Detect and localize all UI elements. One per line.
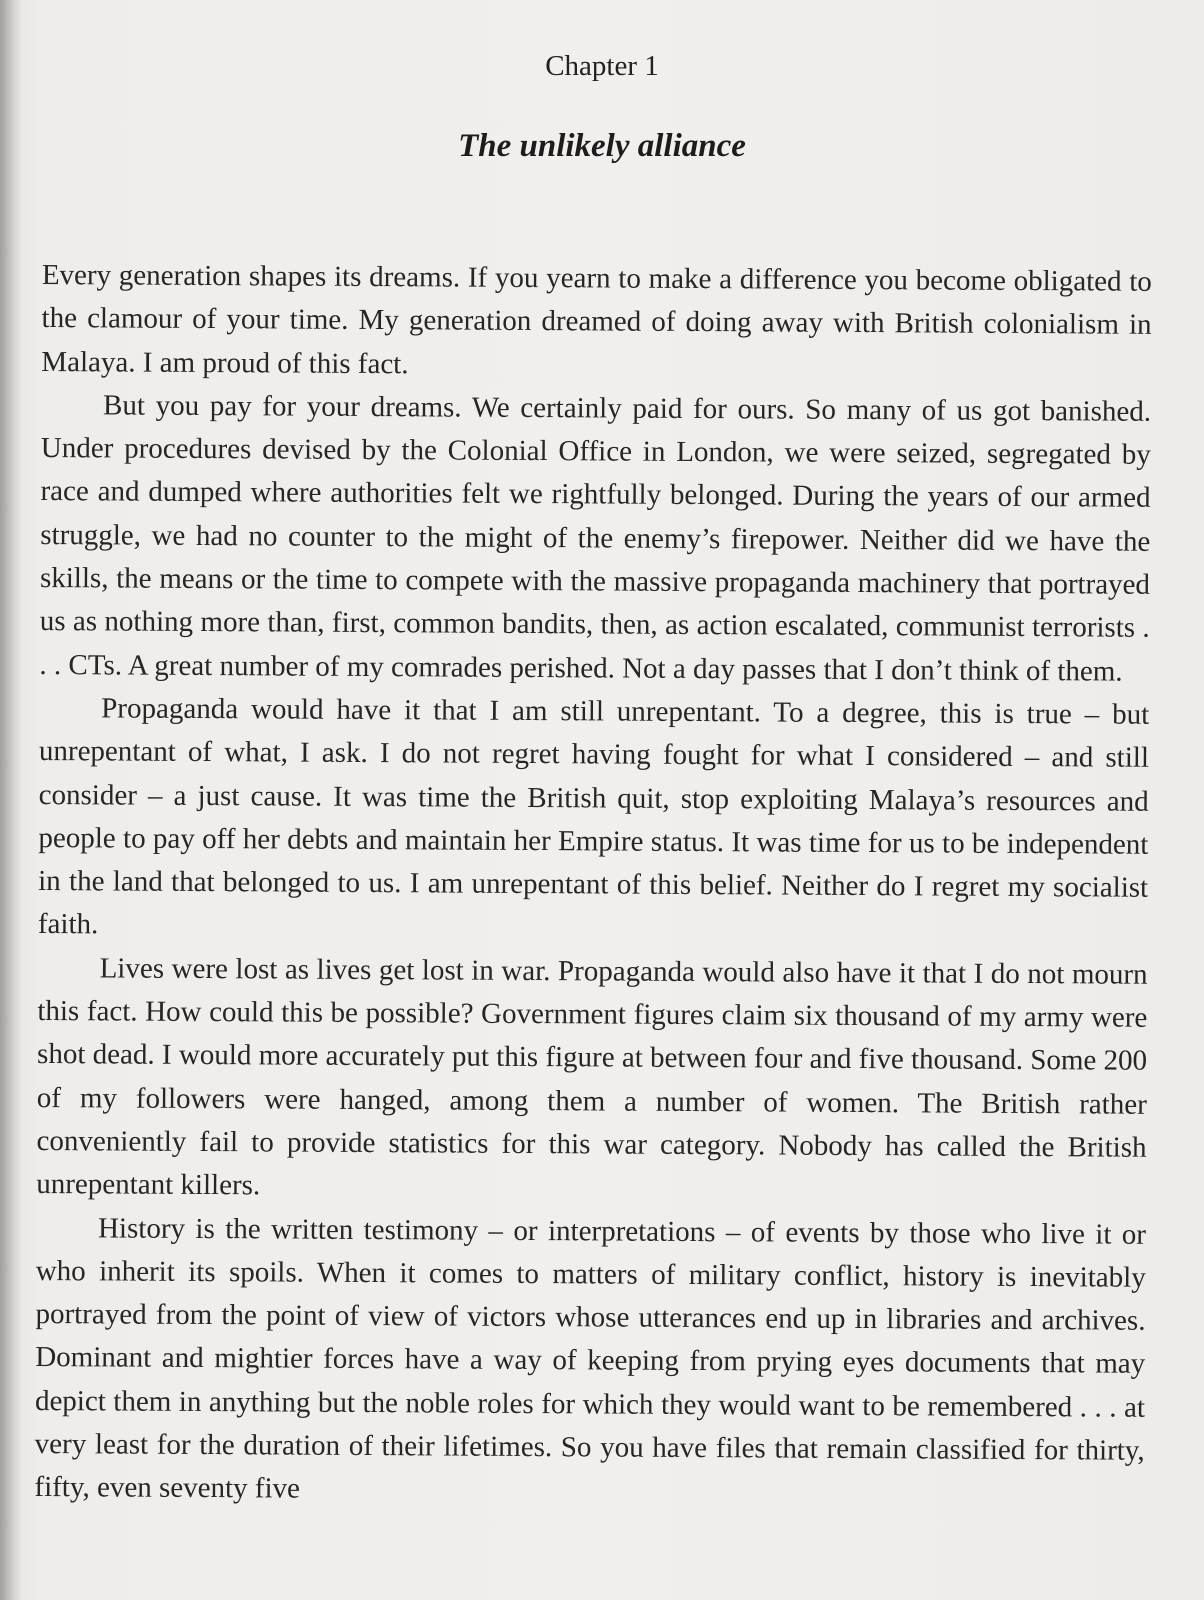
body-text [34,254,1152,1516]
paragraph: But you pay for your dreams. We certainly paid for ours. So many of us got banished. Under procedures devised by the Colonial Office in London, we were seized, segregated by race and dumped where authorities felt we rightfully belonged. During the years of our armed struggle, we had no counter to the might of the enemy’s firepower. Neither did we have the skills, the means or the time to compete with the massive propaganda machinery that portrayed us as nothing more than, first, common bandits, then, as action escalated, communist terrorists . . . CTs. A great number of my comrades perished. Not a day passes that I don’t think of them. [39,389,1152,688]
chapter-title: The unlikely alliance [458,128,746,164]
paragraph: Lives were lost as lives get lost in war. Propaganda would also have it that I do not mourn this fact. How could this be possible? Government figures claim six thousand of my army were shot dead. I would more accurately put this figure at between four and five thousand. Some 200 of my followers were hanged, among them a number of women. The British rather conveniently fail to provide statistics for this war category. Nobody has called the British unrepentant killers. [36,952,1148,1202]
paragraph: Propaganda would have it that I am still unrepentant. To a degree, this is true – but unrepentant of what, I ask. I do not regret having fought for what I considered – and still consider – a just cause. It was time the British quit, stop exploiting Malaya’s resources and people to pay off her debts and maintain her Empire status. It was time for us to be independent in the land that belonged to us. I am unrepentant of this belief. Neither do I regret my socialist faith. [37,692,1150,941]
paragraph: Every generation shapes its dreams. If you yearn to make a difference you become obligated to the clamour of your time. My generation dreamed of doing away with British colonialism in Malaya. I am proud of this fact. [41,258,1152,380]
paragraph: History is the written testimony – or interpretations – of events by those who live it or who inherit its spoils. When it comes to matters of military conflict, history is inevitably portrayed from the point of view of victors whose utterances end up in libraries and archives. Dominant and mightier forces have a way of keeping from prying eyes documents that may depict them in anything but the noble roles for which they would want to be remembered . . . at very least for the duration of their lifetimes. So you have files that remain classified for thirty, fifty, even seventy five [34,1211,1147,1505]
chapter-label: Chapter 1 [545,50,659,82]
spine-shadow [0,0,22,1600]
